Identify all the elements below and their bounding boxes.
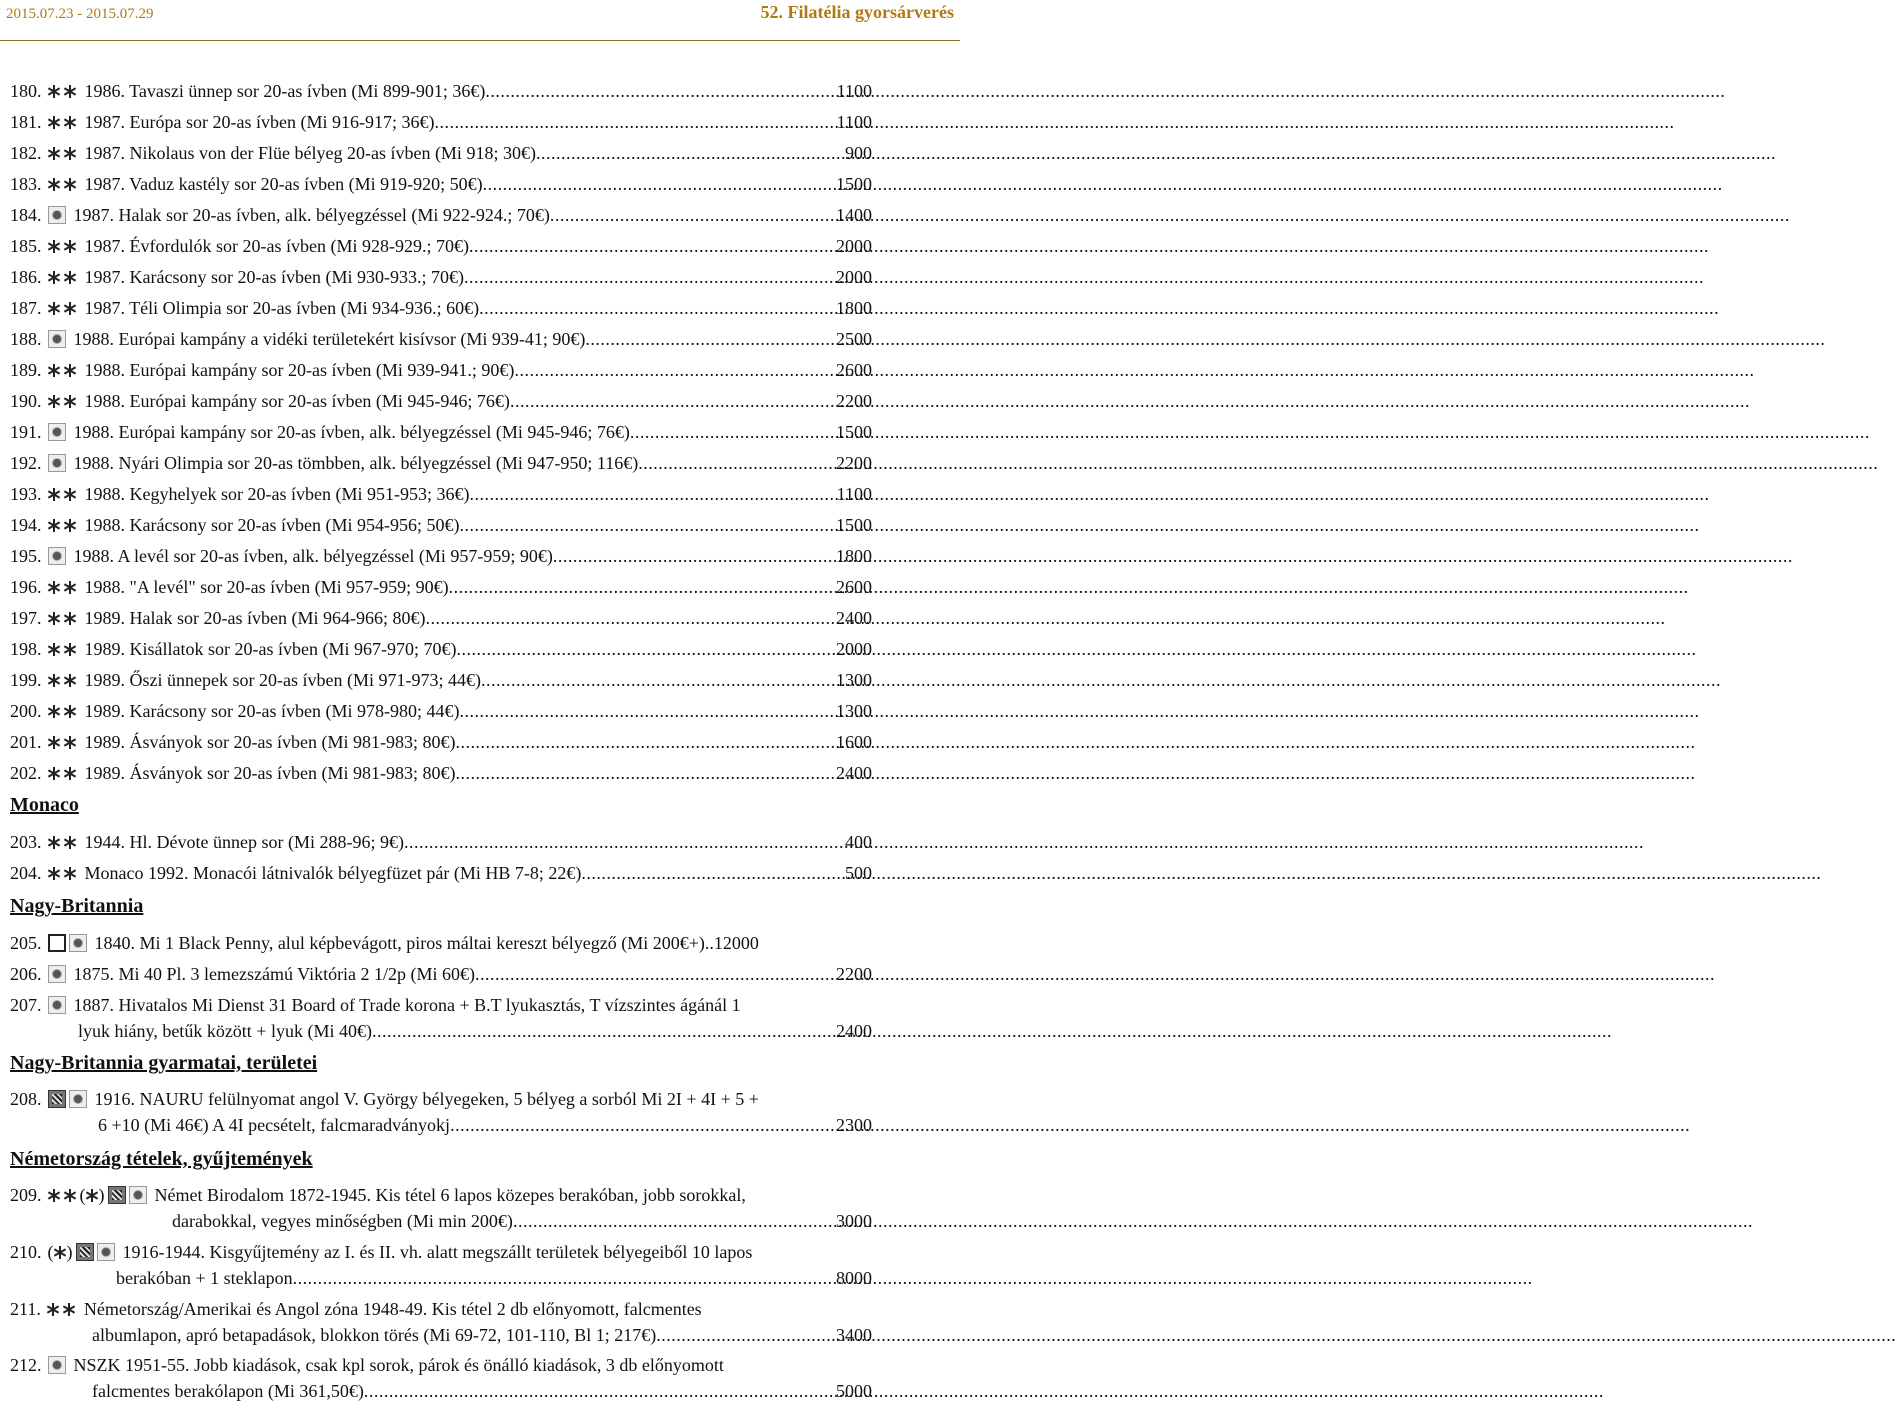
condition-icons [48, 395, 77, 408]
mint-never-hinged-icon [64, 395, 77, 408]
lot-description: Németország/Amerikai és Angol zóna 1948-49. Kis tétel 2 db előnyomott, falcmentes [83, 1299, 702, 1319]
lot-number: 201. [10, 732, 42, 752]
lot-item [10, 140, 872, 166]
postmarked-icon [48, 996, 66, 1014]
lot-number: 181. [10, 112, 42, 132]
dot-leader [434, 109, 836, 135]
lot-item [10, 829, 872, 855]
mint-never-hinged-icon [64, 867, 77, 880]
lot-number: 187. [10, 298, 42, 318]
mint-never-hinged-icon [64, 488, 77, 501]
mint-never-hinged-icon [64, 612, 77, 625]
postmarked-icon [69, 934, 87, 952]
dot-leader [483, 171, 836, 197]
mint-never-hinged-icon [48, 1189, 61, 1202]
lot-description: 1988. A levél sor 20-as ívben, alk. bélyegzéssel (Mi 957-959; 90€) [73, 546, 553, 566]
lot-number: 188. [10, 329, 42, 349]
lot-price: 2000 [836, 236, 872, 256]
lot-description: 1989. Ásványok sor 20-as ívben (Mi 981-983; 80€) [84, 732, 456, 752]
lot-description: 1988. Nyári Olimpia sor 20-as tömbben, alk. bélyegzéssel (Mi 947-950; 116€) [73, 453, 639, 473]
mint-never-hinged-icon [64, 674, 77, 687]
condition-icons [48, 423, 66, 441]
lot-description: 1988. Európai kampány sor 20-as ívben (Mi 945-946; 76€) [84, 391, 510, 411]
lot-price: 2000 [836, 639, 872, 659]
lot-item [10, 729, 872, 755]
lot-description: NSZK 1951-55. Jobb kiadások, csak kpl sorok, párok és önálló kiadások, 3 db előnyomott [73, 1355, 724, 1375]
mint-never-hinged-icon [64, 178, 77, 191]
mint-never-hinged-icon [64, 116, 77, 129]
mint-never-hinged-icon [64, 302, 77, 315]
section-heading: Németország tételek, gyűjtemények [10, 1148, 313, 1170]
lot-description: 1987. Téli Olimpia sor 20-as ívben (Mi 934-936.; 60€) [84, 298, 480, 318]
lot-price: 1100 [836, 81, 872, 101]
lot-price: 2200 [836, 453, 872, 473]
condition-icons [48, 178, 77, 191]
lot-price: 1800 [836, 298, 872, 318]
mint-never-hinged-icon [64, 364, 77, 377]
postmarked-icon [48, 965, 66, 983]
mint-never-hinged-icon [48, 612, 61, 625]
condition-icons [48, 996, 66, 1014]
lot-description: 1987. Európa sor 20-as ívben (Mi 916-917; 36€) [84, 112, 435, 132]
dot-leader [656, 1322, 836, 1348]
condition-icons [48, 85, 77, 98]
lot-description: 1988. Európai kampány a vidéki területekért kisívsor (Mi 939-41; 90€) [73, 329, 586, 349]
dot-leader [481, 667, 836, 693]
mint-never-hinged-icon [64, 271, 77, 284]
lot-number: 210. [10, 1242, 42, 1262]
lot-price: 2400 [836, 608, 872, 628]
dot-leader [550, 202, 836, 228]
lot-number: 189. [10, 360, 42, 380]
lot-description-cont: falcmentes berakólapon (Mi 361,50€) [92, 1381, 364, 1401]
lot-number: 209. [10, 1185, 42, 1205]
lot-item [10, 543, 872, 569]
condition-icons [48, 674, 77, 687]
condition-icons [48, 116, 77, 129]
dot-leader [553, 543, 836, 569]
lot-price: 2500 [836, 329, 872, 349]
lot-item [10, 667, 872, 693]
on-piece-icon [76, 1243, 94, 1261]
mint-never-hinged-icon [48, 147, 61, 160]
mint-never-hinged-icon [64, 767, 77, 780]
lot-price: 2200 [836, 964, 872, 984]
lot-number: 206. [10, 964, 42, 984]
mint-never-hinged-icon [48, 581, 61, 594]
lot-number: 185. [10, 236, 42, 256]
lot-price: 2200 [836, 391, 872, 411]
lot-price: 8000 [836, 1268, 872, 1288]
lot-description: 1987. Halak sor 20-as ívben, alk. bélyegzéssel (Mi 922-924.; 70€) [73, 205, 550, 225]
mint-never-hinged-icon [64, 240, 77, 253]
dot-leader [514, 357, 836, 383]
lot-price: 12000 [713, 933, 759, 953]
dot-separator: .. [704, 933, 714, 953]
lot-item [10, 992, 872, 1044]
lot-description: 1989. Őszi ünnepek sor 20-as ívben (Mi 971-973; 44€) [84, 670, 481, 690]
lot-item [10, 605, 872, 631]
dot-leader [456, 636, 836, 662]
section-heading: Nagy-Britannia gyarmatai, területei [10, 1052, 318, 1074]
dot-leader [459, 698, 836, 724]
lot-description: 1986. Tavaszi ünnep sor 20-as ívben (Mi 899-901; 36€) [84, 81, 486, 101]
lot-price: 1100 [836, 484, 872, 504]
mint-never-hinged-icon [48, 240, 61, 253]
lot-number: 204. [10, 863, 42, 883]
lot-number: 211. [10, 1299, 41, 1319]
mint-never-hinged-icon [48, 519, 61, 532]
dot-leader [464, 264, 836, 290]
catalog-title: 52. Filatélia gyorsárverés [760, 2, 954, 22]
lot-item [10, 295, 872, 321]
postmarked-icon [48, 547, 66, 565]
lot-description-cont: albumlapon, apró betapadások, blokkon törés (Mi 69-72, 101-110, Bl 1; 217€) [92, 1325, 657, 1345]
mint-never-hinged-icon [47, 1303, 60, 1316]
lot-item [10, 636, 872, 662]
lot-description: 1988. Európai kampány sor 20-as ívben, alk. bélyegzéssel (Mi 945-946; 76€) [73, 422, 630, 442]
lot-number: 193. [10, 484, 42, 504]
mint-never-hinged-icon [48, 643, 61, 656]
lot-number: 186. [10, 267, 42, 287]
lot-item [10, 233, 872, 259]
dot-leader [638, 450, 836, 476]
postmarked-icon [69, 1090, 87, 1108]
lot-price: 2600 [836, 577, 872, 597]
dot-leader [469, 481, 836, 507]
condition-icons [48, 364, 77, 377]
lot-item [10, 202, 872, 228]
condition-icons [48, 1239, 115, 1265]
mint-never-hinged-icon [64, 85, 77, 98]
mint-never-hinged-icon [64, 643, 77, 656]
cut-square-icon [48, 934, 66, 952]
lot-item [10, 326, 872, 352]
lot-description: 1987. Vaduz kastély sor 20-as ívben (Mi 919-920; 50€) [84, 174, 483, 194]
lot-price: 3000 [836, 1211, 872, 1231]
dot-leader [581, 860, 845, 886]
lot-number: 203. [10, 832, 42, 852]
dot-leader [364, 1378, 836, 1404]
dot-leader [485, 78, 836, 104]
lot-price: 400 [845, 832, 872, 852]
mint-never-hinged-icon [64, 836, 77, 849]
mint-never-hinged-icon: ( ) [79, 1185, 105, 1205]
mint-never-hinged-icon [54, 1246, 67, 1259]
lot-item [10, 512, 872, 538]
lot-description: 1840. Mi 1 Black Penny, alul képbevágott, piros máltai kereszt bélyegző (Mi 200€+) [94, 933, 705, 953]
lot-description: 1988. Karácsony sor 20-as ívben (Mi 954-956; 50€) [84, 515, 460, 535]
section-heading: Nagy-Britannia [10, 895, 144, 917]
dot-leader [425, 605, 836, 631]
on-piece-icon [48, 1090, 66, 1108]
lot-item [10, 860, 872, 886]
lot-price: 1100 [836, 112, 872, 132]
condition-icons [48, 1090, 87, 1108]
condition-icons [48, 705, 77, 718]
lot-description: Német Birodalom 1872-1945. Kis tétel 6 lapos közepes berakóban, jobb sorokkal, [154, 1185, 746, 1205]
condition-icons [48, 934, 87, 952]
lot-number: 184. [10, 205, 42, 225]
postmarked-icon [48, 330, 66, 348]
lot-price: 1300 [836, 701, 872, 721]
condition-icons [48, 302, 77, 315]
lot-price: 1800 [836, 546, 872, 566]
dot-leader [404, 829, 845, 855]
condition-icons [48, 330, 66, 348]
lot-description: 1987. Évfordulók sor 20-as ívben (Mi 928-929.; 70€) [84, 236, 469, 256]
lot-price: 1600 [836, 732, 872, 752]
dot-leader [293, 1265, 836, 1291]
lot-item [10, 1086, 872, 1138]
mint-never-hinged-icon [64, 147, 77, 160]
lot-description: Monaco 1992. Monacói látnivalók bélyegfüzet pár (Mi HB 7-8; 22€) [84, 863, 582, 883]
lot-item [10, 357, 872, 383]
mint-never-hinged-icon [48, 867, 61, 880]
mint-never-hinged-icon [64, 736, 77, 749]
mint-never-hinged-icon [63, 1303, 76, 1316]
lot-description: 1875. Mi 40 Pl. 3 lemezszámú Viktória 2 1/2p (Mi 60€) [73, 964, 476, 984]
lot-number: 183. [10, 174, 42, 194]
lot-price: 3400 [836, 1325, 872, 1345]
mint-never-hinged-icon [48, 705, 61, 718]
lot-number: 212. [10, 1355, 42, 1375]
postmarked-icon [129, 1186, 147, 1204]
lot-item [10, 698, 872, 724]
dot-leader [479, 295, 836, 321]
condition-icons [48, 271, 77, 284]
mint-never-hinged-icon [64, 581, 77, 594]
lot-description-cont: lyuk hiány, betűk között + lyuk (Mi 40€) [78, 1021, 372, 1041]
lot-price: 1400 [836, 205, 872, 225]
lot-price: 500 [845, 863, 872, 883]
lot-item [10, 481, 872, 507]
mint-never-hinged-icon [48, 736, 61, 749]
lot-price: 2300 [836, 1115, 872, 1135]
condition-icons [48, 1356, 66, 1374]
lot-number: 199. [10, 670, 42, 690]
lot-description: 1988. "A levél" sor 20-as ívben (Mi 957-959; 90€) [84, 577, 449, 597]
dot-leader [459, 512, 836, 538]
condition-icons [48, 1182, 147, 1208]
lot-price: 2000 [836, 267, 872, 287]
on-piece-icon [108, 1186, 126, 1204]
lot-number: 180. [10, 81, 42, 101]
mint-never-hinged-icon [48, 271, 61, 284]
lot-description: 1987. Nikolaus von der Flüe bélyeg 20-as ívben (Mi 918; 30€) [84, 143, 536, 163]
lot-item [10, 171, 872, 197]
lot-item [10, 760, 872, 786]
condition-icons [48, 867, 77, 880]
postmarked-icon [97, 1243, 115, 1261]
lot-number: 196. [10, 577, 42, 597]
condition-icons [48, 767, 77, 780]
lot-number: 205. [10, 933, 42, 953]
dot-leader [630, 419, 836, 445]
postmarked-icon [48, 1356, 66, 1374]
condition-icons [48, 519, 77, 532]
lot-description-cont: 6 +10 (Mi 46€) A 4I pecsételt, falcmaradványokj [98, 1115, 451, 1135]
lot-item [10, 109, 872, 135]
condition-icons [47, 1303, 76, 1316]
lot-item [10, 1296, 872, 1348]
mint-never-hinged-icon [86, 1189, 99, 1202]
lot-description-cont: darabokkal, vegyes minőségben (Mi min 200€) [172, 1211, 513, 1231]
lot-price: 2400 [836, 1021, 872, 1041]
lot-price: 900 [845, 143, 872, 163]
lot-description: 1988. Kegyhelyek sor 20-as ívben (Mi 951-953; 36€) [84, 484, 470, 504]
dot-leader [449, 574, 836, 600]
lot-description: 1887. Hivatalos Mi Dienst 31 Board of Trade korona + B.T lyukasztás, T vízszintes ágánál 1 [73, 995, 741, 1015]
lot-description: 1989. Kisállatok sor 20-as ívben (Mi 967-970; 70€) [84, 639, 457, 659]
lot-description: 1916. NAURU felülnyomat angol V. György bélyegeken, 5 bélyeg a sorból Mi 2I + 4I + 5 + [94, 1089, 759, 1109]
mint-never-hinged-icon [64, 1189, 77, 1202]
dot-leader [455, 760, 836, 786]
lot-number: 200. [10, 701, 42, 721]
lot-number: 202. [10, 763, 42, 783]
mint-never-hinged-icon [64, 705, 77, 718]
lot-item [10, 574, 872, 600]
mint-never-hinged-icon [48, 116, 61, 129]
mint-never-hinged-icon [48, 836, 61, 849]
dot-leader [536, 140, 845, 166]
dot-leader [372, 1018, 836, 1044]
postmarked-icon [48, 206, 66, 224]
date-range: 2015.07.23 - 2015.07.29 [6, 6, 154, 22]
lot-number: 208. [10, 1089, 42, 1109]
lot-description: 1989. Ásványok sor 20-as ívben (Mi 981-983; 80€) [84, 763, 456, 783]
mint-never-hinged-icon [48, 302, 61, 315]
page-header [0, 0, 960, 41]
lot-item [10, 1182, 872, 1234]
mint-never-hinged-icon [48, 767, 61, 780]
mint-never-hinged-icon [48, 395, 61, 408]
lot-price: 1500 [836, 422, 872, 442]
lot-price: 5000 [836, 1381, 872, 1401]
condition-icons [48, 206, 66, 224]
section-heading: Monaco [10, 794, 79, 816]
lot-description: 1989. Halak sor 20-as ívben (Mi 964-966; 80€) [84, 608, 426, 628]
lot-number: 195. [10, 546, 42, 566]
lot-description: 1916-1944. Kisgyűjtemény az I. és II. vh. alatt megszállt területek bélyegeiből 10 lapos [122, 1242, 753, 1262]
mint-never-hinged-icon [48, 178, 61, 191]
postmarked-icon [48, 423, 66, 441]
postmarked-icon [48, 454, 66, 472]
dot-leader [469, 233, 836, 259]
lot-item [10, 78, 872, 104]
condition-icons [48, 454, 66, 472]
lot-number: 191. [10, 422, 42, 442]
mint-never-hinged-icon [64, 519, 77, 532]
lot-item [10, 264, 872, 290]
dot-leader [450, 1112, 836, 1138]
lot-number: 194. [10, 515, 42, 535]
lot-description: 1988. Európai kampány sor 20-as ívben (Mi 939-941.; 90€) [84, 360, 515, 380]
lot-item [10, 930, 872, 956]
condition-icons [48, 836, 77, 849]
mint-never-hinged-icon: ( ) [47, 1242, 73, 1262]
lot-number: 197. [10, 608, 42, 628]
lot-number: 190. [10, 391, 42, 411]
lot-price: 2400 [836, 763, 872, 783]
lot-item [10, 1239, 872, 1291]
lot-number: 192. [10, 453, 42, 473]
lot-number: 182. [10, 143, 42, 163]
mint-never-hinged-icon [48, 488, 61, 501]
condition-icons [48, 581, 77, 594]
dot-leader [510, 388, 836, 414]
mint-never-hinged-icon [48, 364, 61, 377]
lot-item [10, 388, 872, 414]
lot-description: 1989. Karácsony sor 20-as ívben (Mi 978-980; 44€) [84, 701, 460, 721]
dot-leader [585, 326, 836, 352]
mint-never-hinged-icon [48, 85, 61, 98]
condition-icons [48, 965, 66, 983]
lot-description: 1987. Karácsony sor 20-as ívben (Mi 930-933.; 70€) [84, 267, 464, 287]
lot-item [10, 419, 872, 445]
condition-icons [48, 488, 77, 501]
condition-icons [48, 612, 77, 625]
lot-number: 207. [10, 995, 42, 1015]
lot-price: 1500 [836, 174, 872, 194]
lot-price: 2600 [836, 360, 872, 380]
dot-leader [455, 729, 836, 755]
condition-icons [48, 240, 77, 253]
lot-price: 1500 [836, 515, 872, 535]
mint-never-hinged-icon [48, 674, 61, 687]
lot-number: 198. [10, 639, 42, 659]
lot-item [10, 1352, 872, 1404]
condition-icons [48, 147, 77, 160]
condition-icons [48, 547, 66, 565]
lot-price: 1300 [836, 670, 872, 690]
lot-item [10, 961, 872, 987]
condition-icons [48, 643, 77, 656]
lot-description-cont: berakóban + 1 steklapon [116, 1268, 293, 1288]
condition-icons [48, 736, 77, 749]
lot-item [10, 450, 872, 476]
dot-leader [513, 1208, 836, 1234]
lot-description: 1944. Hl. Dévote ünnep sor (Mi 288-96; 9€) [84, 832, 404, 852]
dot-leader [475, 961, 836, 987]
